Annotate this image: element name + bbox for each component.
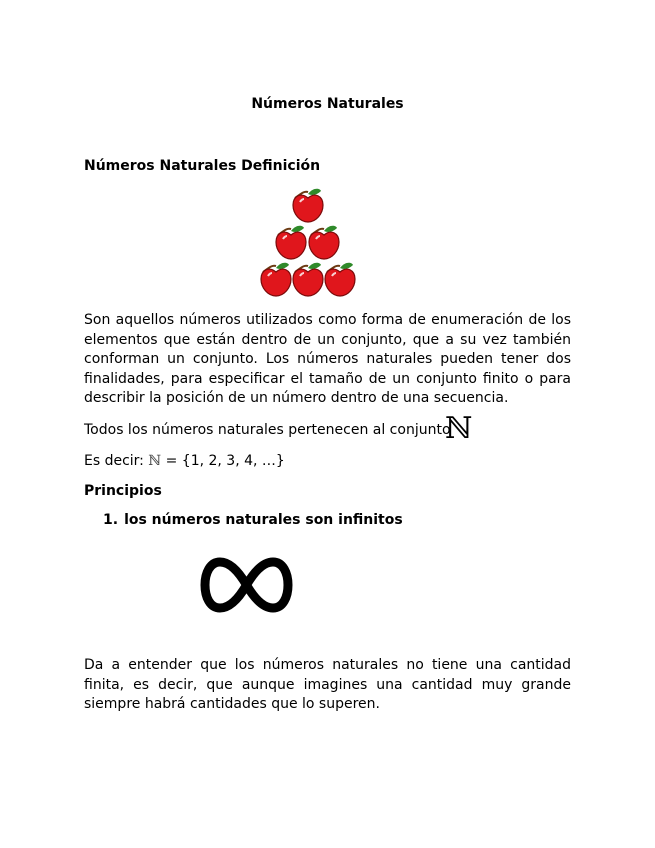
es-decir-label: Es decir:	[84, 453, 144, 469]
principles-heading: Principios	[84, 483, 162, 499]
apple-pyramid-icon	[258, 186, 358, 300]
section-heading: Números Naturales Definición	[84, 158, 321, 174]
set-expression: = {1, 2, 3, 4, …}	[161, 453, 285, 469]
infinity-paragraph: Da a entender que los números naturales no tiene una cantidad finita, es decir, que aunque imagines una cantidad muy grande siempre habrá cantidades que lo superen.	[84, 657, 571, 712]
set-sentence: Todos los números naturales pertenecen al conjunto	[84, 422, 451, 438]
apple-icon	[276, 226, 306, 259]
naturals-inline-symbol: ℕ	[148, 453, 162, 469]
apple-icon	[261, 263, 291, 296]
set-definition	[84, 453, 285, 469]
principles-list	[103, 512, 403, 528]
apple-icon	[293, 189, 323, 222]
apple-icon	[325, 263, 355, 296]
list-item-number: 1.	[103, 512, 119, 528]
definition-paragraph: Son aquellos números utilizados como forma de enumeración de los elementos que están dentro de un conjunto, que a su vez también conforman un conjunto. Los números naturales pueden tener dos finalidades, para especificar el tamaño de un conjunto finito o para describir la posición de un número dentro de una secuencia.	[84, 312, 571, 406]
page-title: Números Naturales	[251, 96, 404, 112]
list-item	[103, 512, 403, 528]
apple-icon	[309, 226, 339, 259]
list-item-text: los números naturales son infinitos	[124, 512, 403, 528]
apple-icon	[293, 263, 323, 296]
infinity-icon	[200, 555, 293, 615]
naturals-set-symbol: ℕ	[445, 411, 473, 446]
